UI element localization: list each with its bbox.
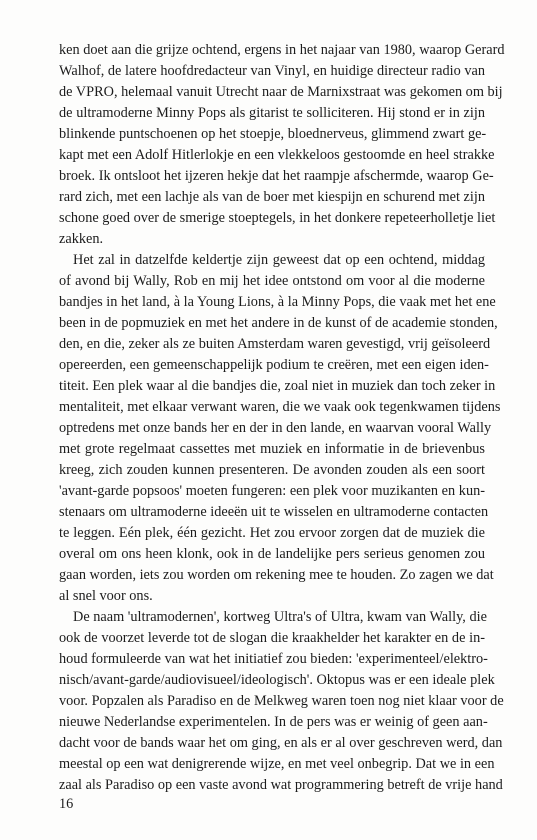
text-line: meestal op een wat denigrerende wijze, en met veel onbegrip. Dat we in een bbox=[59, 756, 495, 772]
page-number: 16 bbox=[59, 796, 74, 812]
text-line: kapt met een Adolf Hitlerlokje en een vlekkeloos gestoomde en heel strakke bbox=[59, 147, 495, 163]
text-line: nieuwe Nederlandse experimentelen. In de pers was er weinig of geen aan- bbox=[59, 714, 488, 730]
text-line: mentaliteit, met elkaar verwant waren, die we vaak ook tegenkwamen tijdens bbox=[59, 399, 501, 415]
text-line: opereerden, een gemeenschappelijk podium te creëren, met een eigen iden- bbox=[59, 357, 489, 373]
text-line: titeit. Een plek waar al die bandjes die, zoal niet in muziek dan toch zeker in bbox=[59, 378, 496, 394]
text-line: den, en die, zeker als ze buiten Amsterdam waren gevestigd, vrij geïsoleerd bbox=[59, 336, 491, 352]
text-line: ken doet aan die grijze ochtend, ergens in het najaar van 1980, waarop Gerard bbox=[59, 42, 505, 58]
body-text bbox=[59, 40, 505, 796]
text-line: de VPRO, helemaal vanuit Utrecht naar de Marnixstraat was gekomen om bij bbox=[59, 84, 503, 100]
text-line: rard zich, met een lachje als van de boer met kiespijn en schurend met zijn bbox=[59, 189, 485, 205]
text-line: blinkende puntschoenen op het stoepje, bloednerveus, glimmend zwart ge- bbox=[59, 126, 487, 142]
text-line: ook de voorzet leverde tot de slogan die kraakhelder het karakter en de in- bbox=[59, 630, 485, 646]
text-line: gaan worden, iets zou worden om rekening mee te houden. Zo zagen we dat bbox=[59, 567, 494, 583]
text-line: 'avant-garde popsoos' moeten fungeren: een plek voor muzikanten en kun- bbox=[59, 483, 485, 499]
text-line: zaal als Paradiso op een vaste avond wat programmering betreft de vrije hand bbox=[59, 777, 503, 793]
text-line: voor. Popzalen als Paradiso en de Melkweg waren toen nog niet klaar voor de bbox=[59, 693, 504, 709]
text-line: De naam 'ultramodernen', kortweg Ultra's of Ultra, kwam van Wally, die bbox=[73, 609, 487, 625]
text-line: bandjes in het land, à la Young Lions, à la Minny Pops, die vaak met het ene bbox=[59, 294, 496, 310]
text-line: te leggen. Eén plek, één gezicht. Het zou ervoor zorgen dat de muziek die bbox=[59, 525, 485, 541]
text-line: of avond bij Wally, Rob en mij het idee ontstond om voor al die moderne bbox=[59, 273, 485, 289]
text-line: kreeg, zich zouden kunnen presenteren. De avonden zouden als een soort bbox=[59, 462, 485, 478]
text-line: dacht voor de bands waar het om ging, en als er al over geschreven werd, dan bbox=[59, 735, 503, 751]
text-line: al snel voor ons. bbox=[59, 588, 153, 604]
text-line: broek. Ik ontsloot het ijzeren hekje dat het raampje afschermde, waarop Ge- bbox=[59, 168, 494, 184]
text-line: met grote regelmaat cassettes met muziek en informatie in de brievenbus bbox=[59, 441, 485, 457]
text-line: been in de popmuziek en met het andere in de kunst of de academie stonden, bbox=[59, 315, 498, 331]
text-line: optredens met onze bands her en der in den lande, en waarvan vooral Wally bbox=[59, 420, 492, 436]
text-line: schone goed over de smerige stoeptegels, in het donkere repeteerholletje liet bbox=[59, 210, 496, 226]
text-line: Het zal in datzelfde keldertje zijn geweest dat op een ochtend, middag bbox=[73, 252, 485, 268]
text-line: nisch/avant-garde/audiovisueel/ideologisch'. Oktopus was er een ideale plek bbox=[59, 672, 495, 688]
text-line: stenaars om ultramoderne ideeën uit te wisselen en ultramoderne contacten bbox=[59, 504, 489, 520]
text-line: overal om ons heen klonk, ook in de landelijke pers serieus genomen zou bbox=[59, 546, 485, 562]
text-line: de ultramoderne Minny Pops als gitarist te solliciteren. Hij stond er in zijn bbox=[59, 105, 485, 121]
text-line: houd formuleerde van wat het initiatief zou bieden: 'experimenteel/elektro- bbox=[59, 651, 488, 667]
text-line: zakken. bbox=[59, 231, 104, 247]
text-line: Walhof, de latere hoofdredacteur van Vinyl, en huidige directeur radio van bbox=[59, 63, 485, 79]
